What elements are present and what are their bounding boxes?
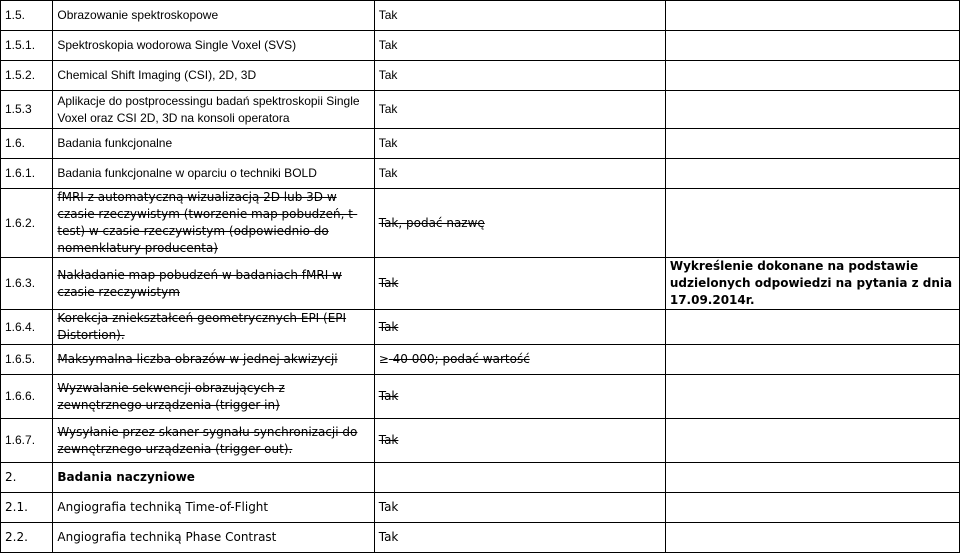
row-description: Nakładanie map pobudzeń w badaniach fMRI w czasie rzeczywistym	[53, 258, 374, 310]
row-note	[665, 31, 959, 61]
row-description: Korekcja zniekształceń geometrycznych EPI (EPI Distortion).	[53, 310, 374, 345]
table-row	[1, 129, 960, 159]
table-row	[1, 345, 960, 375]
row-description: Wysyłanie przez skaner sygnału synchronizacji do zewnętrznego urządzenia (trigger out).	[53, 419, 374, 463]
row-description: Aplikacje do postprocessingu badań spektroskopii Single Voxel oraz CSI 2D, 3D na konsoli operatora	[53, 91, 374, 129]
row-description: fMRI z automatyczną wizualizacją 2D lub 3D w czasie rzeczywistym (tworzenie map pobudzeń, t-test) w czasie rzeczywistym (odpowiednio do nomenklatury producenta)	[53, 189, 374, 258]
table-row	[1, 61, 960, 91]
row-value: Tak	[374, 310, 665, 345]
row-number: 2.	[1, 463, 53, 493]
row-note	[665, 375, 959, 419]
row-value: Tak	[374, 523, 665, 553]
table-row	[1, 258, 960, 310]
row-value: Tak	[374, 159, 665, 189]
row-number: 1.5.1.	[1, 31, 53, 61]
row-value-text: 40 000; podać wartość	[392, 352, 530, 366]
row-note	[665, 159, 959, 189]
row-value: Tak	[374, 419, 665, 463]
table-row	[1, 523, 960, 553]
row-value: Tak	[374, 1, 665, 31]
row-description: Badania naczyniowe	[53, 463, 374, 493]
row-description: Chemical Shift Imaging (CSI), 2D, 3D	[53, 61, 374, 91]
row-value: Tak	[374, 258, 665, 310]
row-number: 1.6.4.	[1, 310, 53, 345]
greater-equal-symbol: ≥	[378, 352, 389, 366]
row-number: 1.6.3.	[1, 258, 53, 310]
table-row	[1, 91, 960, 129]
row-note	[665, 189, 959, 258]
table-row	[1, 1, 960, 31]
row-description: Badania funkcjonalne	[53, 129, 374, 159]
row-description: Maksymalna liczba obrazów w jednej akwizycji	[53, 345, 374, 375]
row-note	[665, 1, 959, 31]
table-row	[1, 31, 960, 61]
row-value: Tak, podać nazwę	[374, 189, 665, 258]
row-number: 1.6.1.	[1, 159, 53, 189]
table-row	[1, 419, 960, 463]
table-row	[1, 189, 960, 258]
row-number: 1.6.7.	[1, 419, 53, 463]
row-note	[665, 463, 959, 493]
row-number: 1.6.	[1, 129, 53, 159]
table-row	[1, 375, 960, 419]
row-number: 2.2.	[1, 523, 53, 553]
row-note: Wykreślenie dokonane na podstawie udzielonych odpowiedzi na pytania z dnia 17.09.2014r.	[665, 258, 959, 310]
table-row	[1, 493, 960, 523]
row-number: 1.6.6.	[1, 375, 53, 419]
table-row	[1, 310, 960, 345]
row-description: Badania funkcjonalne w oparciu o techniki BOLD	[53, 159, 374, 189]
row-number: 2.1.	[1, 493, 53, 523]
row-value: Tak	[374, 31, 665, 61]
row-value: Tak	[374, 91, 665, 129]
row-note	[665, 419, 959, 463]
row-number: 1.6.2.	[1, 189, 53, 258]
row-value: Tak	[374, 493, 665, 523]
row-value	[374, 463, 665, 493]
row-note	[665, 523, 959, 553]
row-note	[665, 310, 959, 345]
row-number: 1.5.2.	[1, 61, 53, 91]
table-row	[1, 159, 960, 189]
row-note	[665, 345, 959, 375]
row-number: 1.6.5.	[1, 345, 53, 375]
row-note	[665, 129, 959, 159]
row-note	[665, 493, 959, 523]
row-value: Tak	[374, 375, 665, 419]
row-description: Wyzwalanie sekwencji obrazujących z zewnętrznego urządzenia (trigger in)	[53, 375, 374, 419]
row-description: Angiografia techniką Time-of-Flight	[53, 493, 374, 523]
row-value: Tak	[374, 129, 665, 159]
row-note	[665, 61, 959, 91]
table-row	[1, 463, 960, 493]
row-value	[374, 345, 665, 375]
row-description: Obrazowanie spektroskopowe	[53, 1, 374, 31]
row-description: Angiografia techniką Phase Contrast	[53, 523, 374, 553]
row-note	[665, 91, 959, 129]
row-description: Spektroskopia wodorowa Single Voxel (SVS)	[53, 31, 374, 61]
row-number: 1.5.	[1, 1, 53, 31]
row-number: 1.5.3	[1, 91, 53, 129]
row-value: Tak	[374, 61, 665, 91]
